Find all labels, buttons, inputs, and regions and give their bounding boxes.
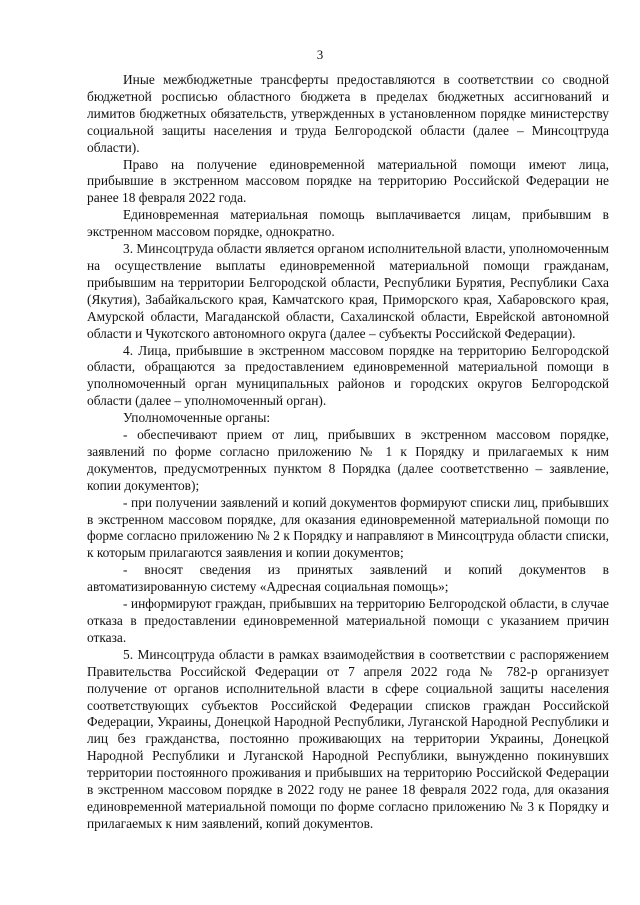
paragraph-authorized-bodies: Уполномоченные органы: (123, 410, 271, 426)
list-item-lists: - при получении заявлений и копий документов формируют списки лиц, прибывших в экстренном массовом порядке, для оказания единовременной материальной помощи по форме согласно приложению № 2 к Порядку и направляют в Минсоцтруда области списки, к которым прилагаются заявления и копии документов; (87, 494, 609, 561)
paragraph-one-time-payment: Единовременная материальная помощь выплачивается лицам, прибывшим в экстренном массовом порядке, однократно. (87, 207, 609, 240)
paragraph-item-3: 3. Минсоцтруда области является органом исполнительной власти, уполномоченным на осуществление выплаты единовременной материальной помощи гражданам, прибывшим на территории Белгородской области, Республики Бурятия, Республики Саха (Якутия), Забайкальского края, Камчатского края, Приморского края, Хабаровского края, Амурской области, Магаданской области, Сахалинской области, Еврейской автономной области и Чукотского автономного округа (далее – субъекты Российской Федерации). (87, 241, 610, 341)
paragraph-item-4: 4. Лица, прибывшие в экстренном массовом порядке на территорию Белгородской области, обращаются за предоставлением единовременной материальной помощи в уполномоченный орган муниципальных районов и городских округов Белгородской области (далее – уполномоченный орган). (87, 342, 609, 409)
list-item-inform: - информируют граждан, прибывших на территорию Белгородской области, в случае отказа в предоставлении единовременной материальной помощи с указанием причин отказа. (87, 596, 609, 645)
paragraph-item-5: 5. Минсоцтруда области в рамках взаимодействия в соответствии с распоряжением Правительства Российской Федерации от 7 апреля 2022 года № 782-р организует получение от органов исполнительной власти в сфере социальной защиты населения соответствующих субъектов Российской Федерации списков граждан Российской Федерации, Украины, Донецкой Народной Республики, Луганской Народной Республики и лиц без гражданства, постоянно проживающих на территории Украины, Донецкой Народной Республики и Луганской Народной Республики, вынужденно покинувших территории постоянного проживания и прибывших на территорию Российской Федерации в экстренном массовом порядке в 2022 году не ранее 18 февраля 2022 года, для оказания единовременной материальной помощи по форме согласно приложению № 3 к Порядку и прилагаемых к ним заявлений, копий документов. (87, 646, 609, 831)
paragraph-right-to-aid: Право на получение единовременной материальной помощи имеют лица, прибывшие в экстренном массовом порядке на территорию Российской Федерации не ранее 18 февраля 2022 года. (87, 156, 609, 206)
paragraph-transfers: Иные межбюджетные трансферты предоставляются в соответствии со сводной бюджетной росписью областного бюджета в пределах бюджетных ассигнований и лимитов бюджетных обязательств, утвержденных в установленном порядке министерству социальной защиты населения и труда Белгородской области (далее – Минсоцтруда области). (87, 72, 609, 155)
document-body (87, 72, 609, 833)
list-item-reception: - обеспечивают прием от лиц, прибывших в экстренном массовом порядке, заявлений по форме согласно приложению № 1 к Порядку и прилагаемых к ним документов, предусмотренных пунктом 8 Порядка (далее соответственно – заявление, копии документов); (87, 427, 609, 493)
page-number: 3 (316, 47, 324, 62)
list-item-system: - вносят сведения из принятых заявлений и копий документов в автоматизированную систему «Адресная социальная помощь»; (87, 562, 609, 595)
